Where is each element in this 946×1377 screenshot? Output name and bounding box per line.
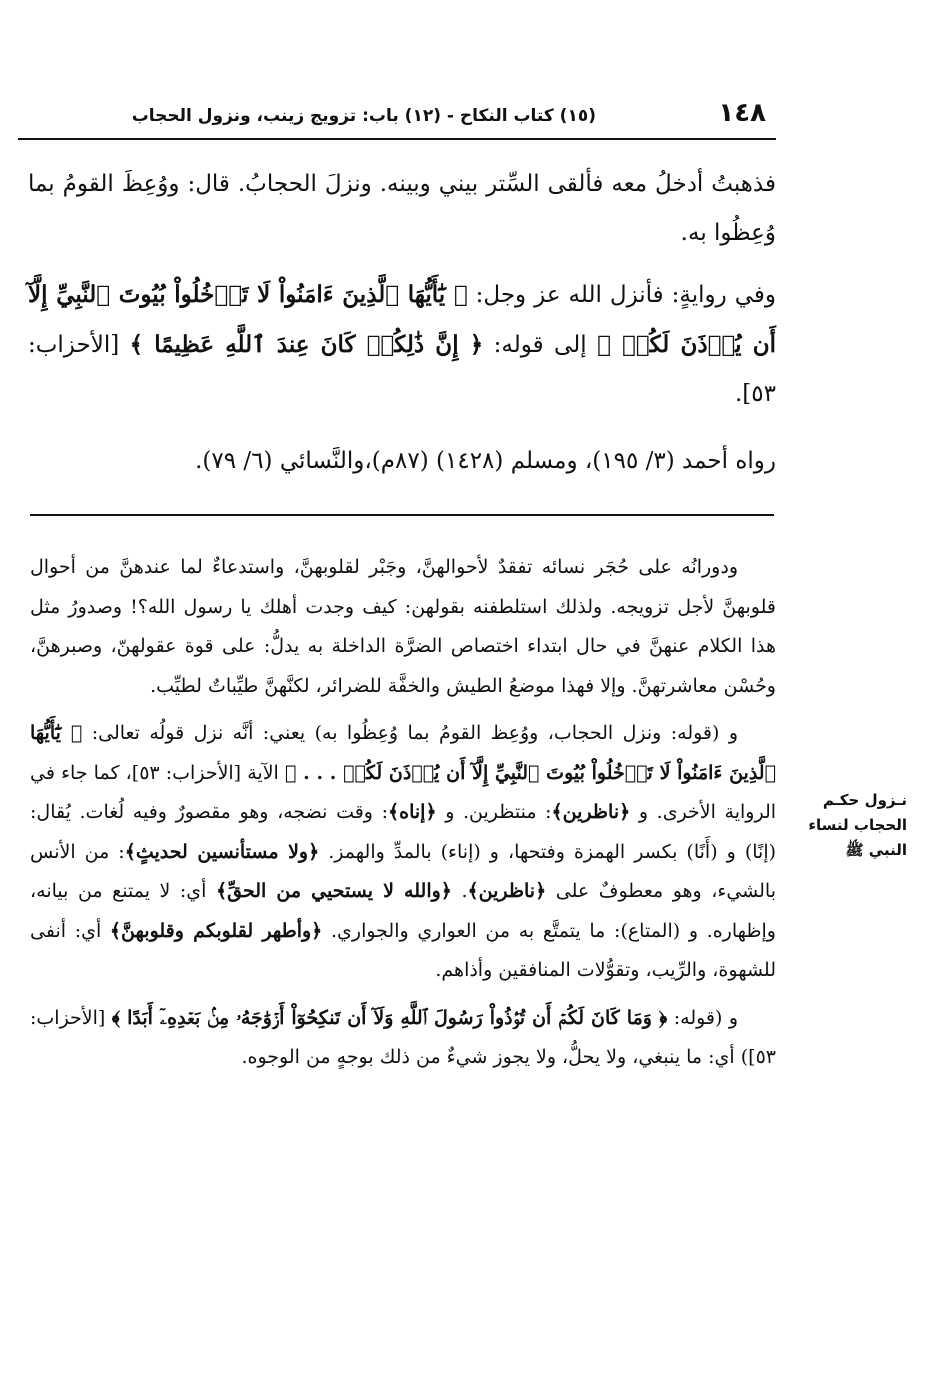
- quran-term: ﴿والله لا يستحيي من الحقِّ﴾: [216, 880, 452, 902]
- quran-verse: ﴿ وَمَا كَانَ لَكُمۡ أَن تُؤۡذُواْ رَسُولَ ٱللَّهِ وَلَآ أَن تَنكِحُوٓاْ أَزۡوَٰجَهُۥ مِنۢ بَعۡدِهِۦٓ أَبَدًا ﴾: [111, 1006, 668, 1029]
- commentary-text-run: .: [451, 880, 468, 902]
- commentary-text-run: و (قوله:: [667, 1006, 738, 1029]
- commentary-text-run: : من الأنس بالشيء، وهو معطوفٌ على: [30, 840, 776, 902]
- commentary-paragraph-marriage: [30, 999, 776, 1078]
- page-number: ١٤٨: [718, 98, 766, 128]
- quran-verse: ﴿ يَٰٓأَيُّهَا ٱلَّذِينَ ءَامَنُواْ لَا تَدۡخُلُواْ بُيُوتَ ٱلنَّبِيِّ إِلَّآ أَن يُؤۡذَنَ لَكُمۡ . . . ﴾: [30, 722, 776, 784]
- hadith-text: [28, 160, 776, 498]
- commentary-paragraph-hijab: [30, 714, 776, 991]
- commentary-text: [30, 548, 776, 1086]
- quran-verse: ﴿ يَٰٓأَيُّهَا ٱلَّذِينَ ءَامَنُواْ لَا تَدۡخُلُواْ بُيُوتَ ٱلنَّبِيِّ إِلَّآ أَن يُؤۡذَنَ لَكُمۡ ﴾: [28, 281, 776, 358]
- hadith-paragraph-narration: [28, 270, 776, 419]
- commentary-text-run: أي: أنفى للشهوة، والرِّيب، وتقوُّلات المنافقين وأذاهم.: [30, 919, 776, 981]
- narration-mid: إلى قوله:: [483, 332, 598, 358]
- commentary-paragraph: ودورانُه على حُجَر نسائه تفقدٌ لأحوالهنَّ، وجَبْر لقلوبهنَّ، واستدعاءٌ لما عندهنَّ من أحوال قلوبهنَّ لأجل تزويجه. ولذلك استلطفنه بقولهن: كيف وجدت أهلك يا رسول الله؟! وصدورُ مثل هذا الكلام عنهنَّ في حال ابتداء اختصاص الضرَّة الداخلة به يدلُّ: على قوة عقولهنّ، وصبرهنَّ، وحُسْن معاشرتهنَّ. وإلا فهذا موضعُ الطيش والخفَّة للضرائر، لكنَّهنَّ طيِّباتٌ لطيِّب.: [30, 556, 776, 697]
- quran-verse: ﴿ إِنَّ ذَٰلِكُمۡ كَانَ عِندَ ٱللَّهِ عَظِيمًا ﴾: [129, 331, 484, 358]
- commentary-text-run: أي: لا يمتنع من بيانه، وإظهاره. و (المتاع): ما يتمتَّع به من العواري والجواري.: [30, 880, 776, 942]
- margin-note: نـزول حكـم الحجاب لنساء النبي ﷺ: [808, 791, 907, 859]
- narration-intro: وفي روايةٍ: فأنزل الله عز وجل:: [467, 282, 776, 308]
- quran-term: ﴿ناظرين﴾: [467, 880, 547, 902]
- hadith-source: رواه أحمد (٣/ ١٩٥)، ومسلم (١٤٢٨) (٨٧م)،والنَّسائي (٦/ ٧٩).: [195, 448, 776, 474]
- commentary-text-run: [الأحزاب: ٥٣]) أي: ما ينبغي، ولا يحلُّ، ولا يجوز شيءٌ من ذلك بوجهٍ من الوجوه.: [30, 1006, 776, 1068]
- running-title: (١٥) كتاب النكاح - (١٢) باب: تزويج زينب، ونزول الحجاب: [131, 106, 596, 126]
- quran-term: ﴿ولا مستأنسين لحديثٍ﴾: [124, 840, 320, 863]
- quran-reference: [الأحزاب: ٥٣].: [28, 332, 776, 407]
- commentary-text-run: الآية [الأحزاب: ٥٣]، كما جاء في الرواية الأخرى. و: [30, 761, 777, 823]
- page-header: [18, 98, 776, 140]
- quran-term: ﴿ناظرين﴾: [551, 801, 631, 823]
- hadith-paragraph: فذهبتُ أدخلُ معه فألقى السِّتر بيني وبينه. ونزلَ الحجابُ. قال: ووُعِظَ القومُ بما وُعِظُوا به.: [28, 171, 776, 246]
- quran-term: ﴿وأطهر لقلوبكم وقلوبهنَّ﴾: [109, 919, 323, 942]
- commentary-text-run: : وقت نضجه، وهو مقصورٌ وفيه لُغات. يُقال: (إنًا) و (أَنًا) بكسر الهمزة وفتحها، و (إناء) بالمدِّ والهمز.: [30, 801, 777, 863]
- commentary-text-run: : منتظرين. و: [436, 801, 552, 823]
- section-divider: [30, 514, 774, 516]
- quran-term: ﴿إناه﴾: [388, 801, 437, 823]
- commentary-text-run: و (قوله: ونزل الحجاب، ووُعِظ القومُ بما وُعِظُوا به) يعني: أنَّه نزل قولُه تعالى:: [82, 722, 738, 744]
